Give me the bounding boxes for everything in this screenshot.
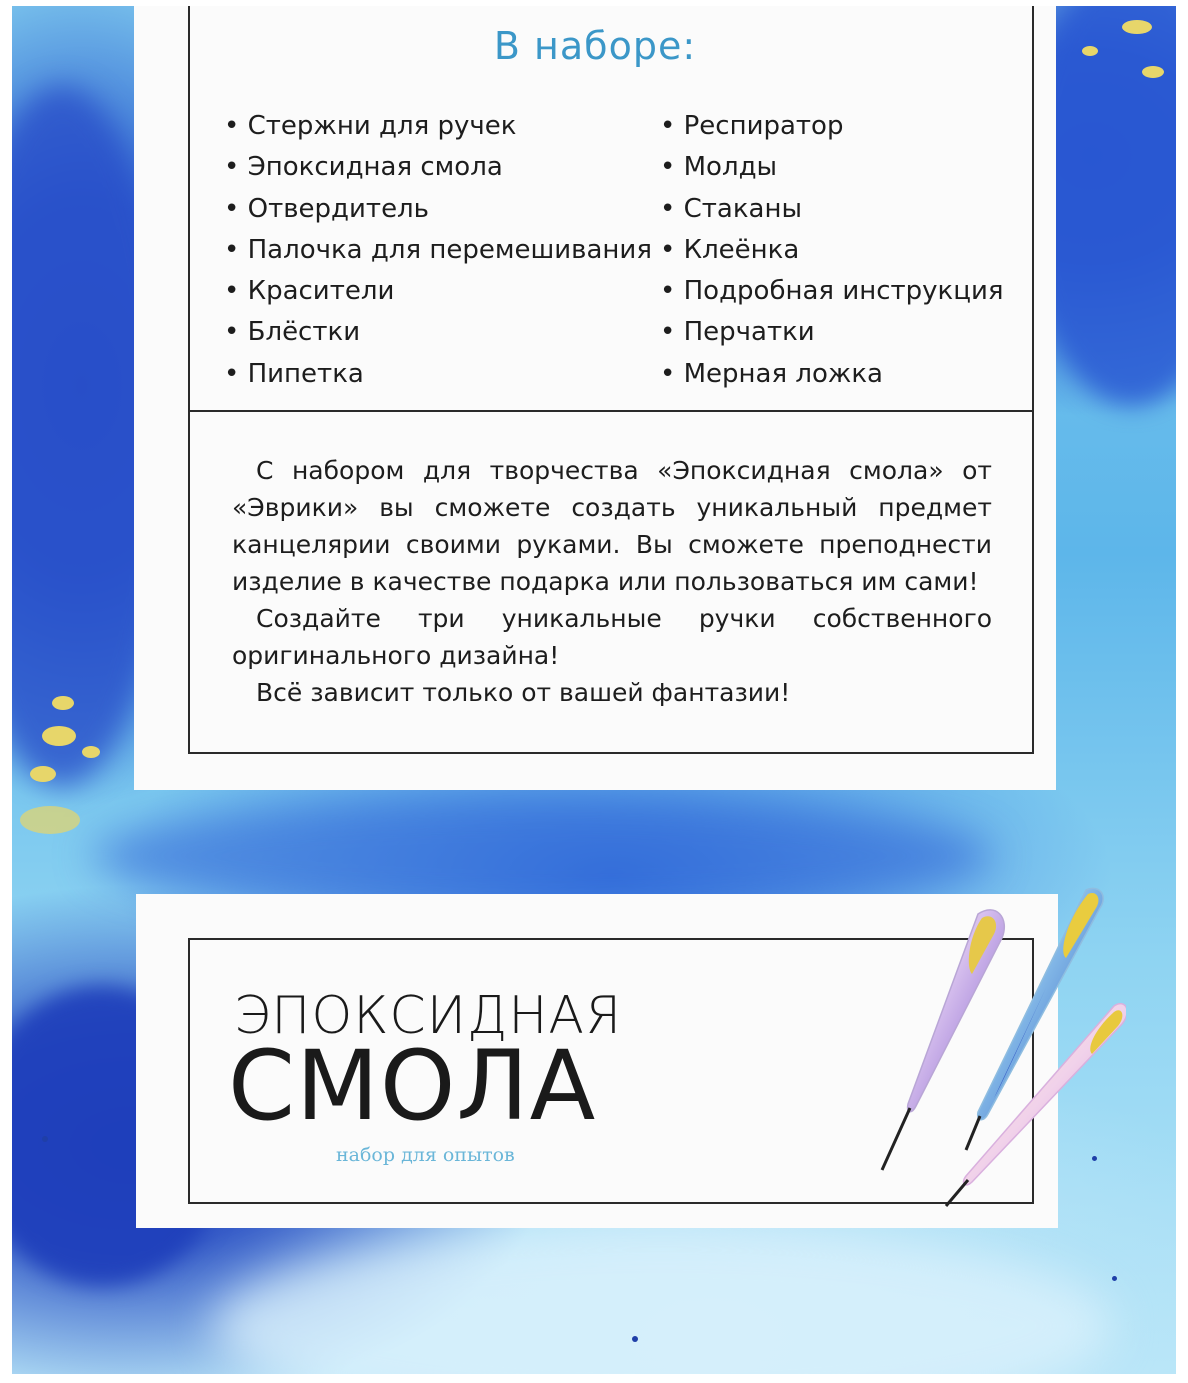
contents-list-left [224, 106, 652, 395]
product-title-card [136, 894, 1058, 1228]
contents-item: • Палочка для перемешивания [224, 230, 652, 271]
contents-item: • Красители [224, 271, 652, 312]
description-paragraph: Создайте три уникальные ручки собственного оригинального дизайна! [232, 604, 992, 670]
description-paragraph: Всё зависит только от вашей фантазии! [256, 678, 791, 707]
contents-item: • Стержни для ручек [224, 106, 652, 147]
gold-fleck [82, 746, 100, 758]
frame-divider [190, 410, 1032, 412]
dark-speck [42, 1136, 48, 1142]
gold-fleck [1142, 66, 1164, 78]
contents-title: В наборе: [493, 24, 697, 68]
contents-card [134, 6, 1056, 790]
contents-item: • Перчатки [660, 312, 1004, 353]
pen-purple [882, 910, 1004, 1170]
product-title-line2: СМОЛА [228, 1030, 597, 1142]
contents-item: • Эпоксидная смола [224, 147, 652, 188]
pen-pink [946, 1004, 1126, 1206]
contents-item: • Подробная инструкция [660, 271, 1004, 312]
contents-item: • Блёстки [224, 312, 652, 353]
packaging-back-cover [12, 6, 1176, 1374]
product-title-line1: ЭПОКСИДНАЯ [234, 986, 623, 1046]
gold-fleck [42, 726, 76, 746]
contents-list-right [660, 106, 1004, 395]
contents-item: • Мерная ложка [660, 354, 1004, 395]
gold-fleck [1122, 20, 1152, 34]
description-text [232, 452, 992, 711]
contents-item: • Молды [660, 147, 1004, 188]
gold-fleck [20, 806, 80, 834]
marble-swirl-bottom-light [212, 1226, 1112, 1374]
contents-item: • Пипетка [224, 354, 652, 395]
contents-item: • Клеёнка [660, 230, 1004, 271]
gold-fleck [1082, 46, 1098, 56]
description-paragraph: С набором для творчества «Эпоксидная смола» от «Эврики» вы сможете создать уникальный предмет канцелярии своими руками. Вы сможете преподнести изделие в качестве подарка или пользоваться им сами! [232, 456, 992, 596]
dark-speck [632, 1336, 638, 1342]
product-subtitle: набор для опытов [336, 1144, 515, 1166]
contents-item: • Отвердитель [224, 189, 652, 230]
resin-pens-image [796, 878, 1126, 1218]
contents-item: • Респиратор [660, 106, 1004, 147]
contents-item: • Стаканы [660, 189, 1004, 230]
dark-speck [1112, 1276, 1117, 1281]
gold-fleck [52, 696, 74, 710]
gold-fleck [30, 766, 56, 782]
